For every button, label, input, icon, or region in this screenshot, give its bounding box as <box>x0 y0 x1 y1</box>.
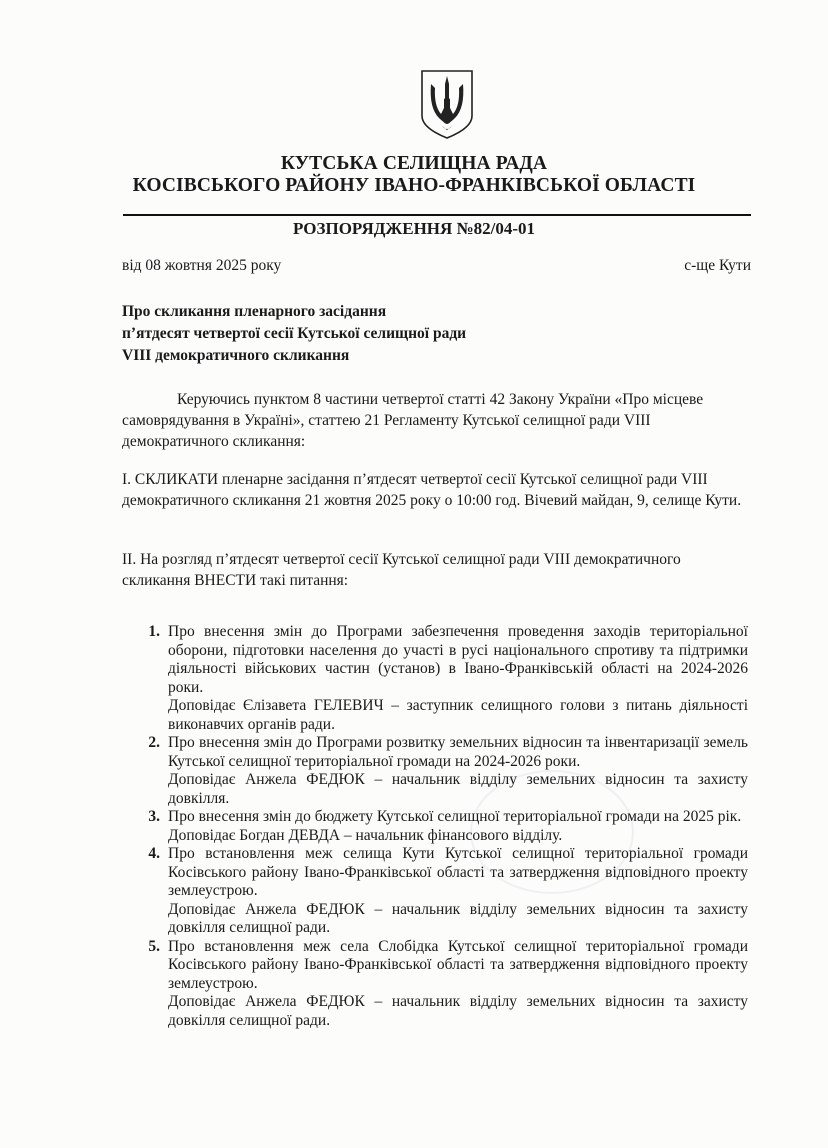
agenda-number: 3. <box>148 808 160 825</box>
agenda-speaker: Доповідає Анжела ФЕДЮК – начальник відділу земельних відносин та захисту довкілля селищної ради. <box>168 993 748 1029</box>
intro-paragraph: Керуючись пунктом 8 частини четвертої статті 42 Закону України «Про місцеве самоврядування в Україні», статтею 21 Регламенту Кутської селищної ради VIII демократичного скликання: <box>122 391 704 450</box>
agenda-number: 5. <box>148 937 160 955</box>
subject-line: VIII демократичного скликання <box>122 347 350 364</box>
agenda-item <box>122 938 748 1031</box>
section-two-paragraph: II. На розгляд п’ятдесят четвертої сесії Кутської селищної ради VIII демократичного скликання ВНЕСТИ такі питання: <box>122 551 681 589</box>
header-divider <box>123 214 751 216</box>
district-region: КОСІВСЬКОГО РАЙОНУ ІВАНО-ФРАНКІВСЬКОЇ ОБЛАСТІ <box>132 175 696 196</box>
trident-emblem-icon <box>419 68 475 140</box>
agenda-title: Про встановлення меж селища Кути Кутської селищної територіальної громади Косівського району Івано-Франківської області та затвердження відповідного проекту землеустрою. <box>168 845 748 899</box>
agenda-number: 4. <box>148 845 160 862</box>
agenda-item <box>122 623 748 734</box>
agenda-speaker: Доповідає Богдан ДЕВДА – начальник фінансового відділу. <box>168 826 563 844</box>
agenda-title: Про внесення змін до Програми розвитку земельних відносин та інвентаризації земель Кутської селищної територіальної громади на 2024-2026 роки. <box>168 734 748 770</box>
agenda-speaker: Доповідає Анжела ФЕДЮК – начальник відділу земельних відносин та захисту довкілля. <box>168 771 748 807</box>
document-subject <box>122 301 466 367</box>
document-title: РОЗПОРЯДЖЕННЯ №82/04-01 <box>292 219 536 238</box>
agenda-item <box>122 845 748 938</box>
agenda-speaker: Доповідає Анжела ФЕДЮК – начальник відділу земельних відносин та захисту довкілля селищної ради. <box>168 900 748 936</box>
document-date: від 08 жовтня 2025 року <box>122 257 282 274</box>
agenda-item <box>122 808 748 845</box>
subject-line: п’ятдесят четвертої сесії Кутської селищної ради <box>122 325 467 342</box>
agenda-title: Про встановлення меж села Слобідка Кутської селищної територіальної громади Косівського району Івано-Франківської області та затвердження відповідного проекту землеустрою. <box>168 937 748 992</box>
agenda-title: Про внесення змін до бюджету Кутської селищної територіальної громади на 2025 рік. <box>168 808 742 825</box>
subject-line: Про скликання пленарного засідання <box>122 303 387 320</box>
agenda-speaker: Доповідає Єлізавета ГЕЛЕВИЧ – заступник селищного голови з питань діяльності виконавчих органів ради. <box>168 697 748 733</box>
document-place: с-ще Кути <box>684 257 751 274</box>
agenda-list <box>122 623 748 1030</box>
agenda-number: 1. <box>148 623 160 640</box>
agenda-title: Про внесення змін до Програми забезпечення проведення заходів територіальної оборони, підготовки населення до участі в русі національного спротиву та підтримки діяльності військових частин (установ) в Івано-Франківській області на 2024-2026 роки. <box>168 623 748 696</box>
agenda-number: 2. <box>148 734 160 751</box>
section-one-paragraph: I. СКЛИКАТИ пленарне засідання п’ятдесят четвертої сесії Кутської селищної ради VIII демократичного скликання 21 жовтня 2025 року о 10:00 год. Вічевий майдан, 9, селище Кути. <box>122 471 742 509</box>
agenda-item <box>122 734 748 808</box>
council-name: КУТСЬКА СЕЛИЩНА РАДА <box>280 153 548 174</box>
